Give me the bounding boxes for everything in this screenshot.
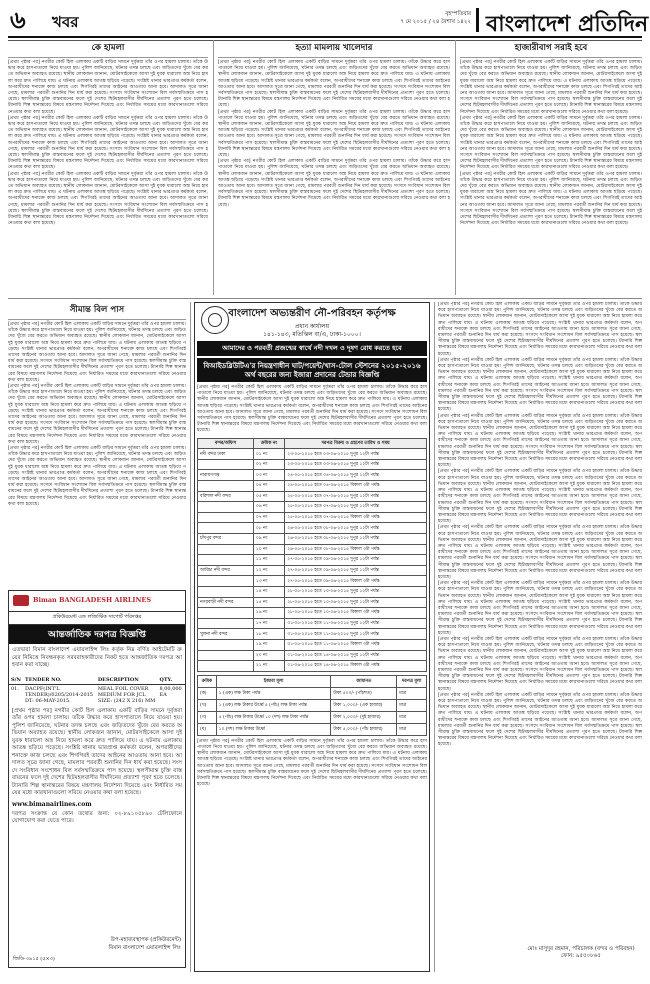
tender-cell-office: আরিচা নদী বন্দর [198, 565, 254, 576]
table-row [198, 544, 427, 555]
table-row [198, 639, 427, 650]
fee-cell: মাত্র [397, 687, 427, 699]
fee-cell: টাকা ১,০০০/- (এক হাজার) [331, 699, 397, 711]
fee-cell: (গ) [198, 711, 217, 723]
tender-cell-office [198, 459, 254, 470]
tender-terms: [প্রথম পৃষ্ঠার পর] নগরীর কোর্ট হিল এলাকায় একটি বাড়ির সামনে দুর্বৃত্তরা তাঁর ওপর হামলা চালায়। তাঁকে উদ্ধার করে হাসপাতালে নিয়ে যাওয়া হয়। পুলিশ জানিয়েছে, ঘটনার তদন্ত চলছে এবং জড়িতদের খুঁজে বের করতে অভিযান অব্যাহত রয়েছে। স্থানীয় লোকজন জানান, মোটরসাইকেলে আসা দুই যুবক ধারালো অস্ত্র নিয়ে হামলা করে দ্রুত পালিয়ে যায়। এ ঘটনায় এলাকায় আতঙ্ক ছড়িয়ে পড়েছে। সংশ্লিষ্ট থানার ভারপ্রাপ্ত কর্মকর্তা বলেন, অপরাধীদের শনাক্তে কাজ চলছে এবং শিগগিরই তাদের আইনের আওতায় আনা হবে। আদালত সূত্রে জানা গেছে, মামলার পরবর্তী শুনানির দিন ধার্য করা হয়েছে। সংসদে সংবিধান সংশোধন বিল সর্বসম্মতিক্রমে পাস হয়েছে। স্থলসীমান্ত চুক্তি বাস্তবায়নের ফলে দুই দেশের ছিটমহলবাসীর দীর্ঘদিনের প্রত্যাশা পূরণ হতে চলেছে। ট্যানারি শিল্প স্থানান্তরের বিষয়ে মন্ত্রণালয় নির্দেশনা দিয়েছে এবং নির্ধারিত সময়ের মধ্যে কারখানাগুলো সরিয়ে নেওয়ার কথা বলা হয়েছে। [438, 692, 642, 748]
biman-signer-org: বিমান বাংলাদেশ এয়ারলাইন্স লিঃ [108, 945, 181, 951]
tender-cell-office [198, 608, 254, 619]
tender-cell-detail: ২৮-০৫-২০১৫ হতে ১০-০৬-২০১৫ দুপুর ১২টা পর্যন্ত [285, 597, 427, 608]
table-row [198, 629, 427, 640]
tender-cell-detail: ২৫-০৫-২০১৫ হতে ০৭-০৬-২০১৫ দুপুর ১২টা পর্যন্ত [285, 491, 427, 502]
story-body: [প্রথম পৃষ্ঠার পর] নগরীর কোর্ট হিল এলাকায় একটি বাড়ির সামনে দুর্বৃত্তরা তাঁর ওপর হামলা চালায়। তাঁকে উদ্ধার করে হাসপাতালে নিয়ে যাওয়া হয়। পুলিশ জানিয়েছে, ঘটনার তদন্ত চলছে এবং জড়িতদের খুঁজে বের করতে অভিযান অব্যাহত রয়েছে। স্থানীয় লোকজন জানান, মোটরসাইকেলে আসা দুই যুবক ধারালো অস্ত্র নিয়ে হামলা করে দ্রুত পালিয়ে যায়। এ ঘটনায় এলাকায় আতঙ্ক ছড়িয়ে পড়েছে। সংশ্লিষ্ট থানার ভারপ্রাপ্ত কর্মকর্তা বলেন, অপরাধীদের শনাক্তে কাজ চলছে এবং শিগগিরই তাদের আইনের আওতায় আনা হবে। আদালত সূত্রে জানা গেছে, মামলার পরবর্তী শুনানির দিন ধার্য করা হয়েছে। সংসদে সংবিধান সংশোধন বিল সর্বসম্মতিক্রমে পাস হয়েছে। স্থলসীমান্ত চুক্তি বাস্তবায়নের ফলে দুই দেশের ছিটমহলবাসীর দীর্ঘদিনের প্রত্যাশা পূরণ হতে চলেছে। ট্যানারি শিল্প স্থানান্তরের বিষয়ে মন্ত্রণালয় নির্দেশনা দিয়েছে এবং নির্ধারিত সময়ের মধ্যে কারখানাগুলো সরিয়ে নেওয়ার কথা বলা হয়েছে। [8, 322, 186, 383]
tender-cell-sl: ১২ নং [253, 565, 284, 576]
tender-cell-sl: ০৫ নং [253, 491, 284, 502]
tender-terms: [প্রথম পৃষ্ঠার পর] নগরীর কোর্ট হিল এলাকায় একটি বাড়ির সামনে দুর্বৃত্তরা তাঁর ওপর হামলা চালায়। তাঁকে উদ্ধার করে হাসপাতালে নিয়ে যাওয়া হয়। পুলিশ জানিয়েছে, ঘটনার তদন্ত চলছে এবং জড়িতদের খুঁজে বের করতে অভিযান অব্যাহত রয়েছে। স্থানীয় লোকজন জানান, মোটরসাইকেলে আসা দুই যুবক ধারালো অস্ত্র নিয়ে হামলা করে দ্রুত পালিয়ে যায়। এ ঘটনায় এলাকায় আতঙ্ক ছড়িয়ে পড়েছে। সংশ্লিষ্ট থানার ভারপ্রাপ্ত কর্মকর্তা বলেন, অপরাধীদের শনাক্তে কাজ চলছে এবং শিগগিরই তাদের আইনের আওতায় আনা হবে। আদালত সূত্রে জানা গেছে, মামলার পরবর্তী শুনানির দিন ধার্য করা হয়েছে। সংসদে সংবিধান সংশোধন বিল সর্বসম্মতিক্রমে পাস হয়েছে। স্থলসীমান্ত চুক্তি বাস্তবায়নের ফলে দুই দেশের ছিটমহলবাসীর দীর্ঘদিনের প্রত্যাশা পূরণ হতে চলেছে। ট্যানারি শিল্প স্থানান্তরের বিষয়ে মন্ত্রণালয় নির্দেশনা দিয়েছে এবং নির্ধারিত সময়ের মধ্যে কারখানাগুলো সরিয়ে নেওয়ার কথা বলা হয়েছে। [438, 302, 642, 357]
tender-cell-sl: ১৭ নং [253, 618, 284, 629]
tender-cell-detail: ০১-০৬-২০১৫ হতে ১৪-০৬-২০১৫ দুপুর ১২টা পর্যন্ত [285, 650, 427, 661]
issue-date: ৭ মে ২০১৫ / ২৪ বৈশাখ ১৪২২ [400, 19, 471, 25]
tender-cell-office [198, 650, 254, 661]
biwta-tender-notice [194, 302, 430, 972]
tender-cell-sl: ১১ নং [253, 555, 284, 566]
table-row [198, 608, 427, 619]
tender-office: প্রধান কার্যালয় [294, 323, 330, 330]
tender-cell-office: নগরবাড়ী নদী বন্দর [198, 597, 254, 608]
tender-cell-detail: ২৬-০৫-২০১৫ হতে ০৮-০৬-২০১৫ দুপুর ১২টা পর্যন্ত [285, 533, 427, 544]
story-body: [প্রথম পৃষ্ঠার পর] নগরীর কোর্ট হিল এলাকায় একটি বাড়ির সামনে দুর্বৃত্তরা তাঁর ওপর হামলা চালায়। তাঁকে উদ্ধার করে হাসপাতালে নিয়ে যাওয়া হয়। পুলিশ জানিয়েছে, ঘটনার তদন্ত চলছে এবং জড়িতদের খুঁজে বের করতে অভিযান অব্যাহত রয়েছে। স্থানীয় লোকজন জানান, মোটরসাইকেলে আসা দুই যুবক ধারালো অস্ত্র নিয়ে হামলা করে দ্রুত পালিয়ে যায়। এ ঘটনায় এলাকায় আতঙ্ক ছড়িয়ে পড়েছে। সংশ্লিষ্ট থানার ভারপ্রাপ্ত কর্মকর্তা বলেন, অপরাধীদের শনাক্তে কাজ চলছে এবং শিগগিরই তাদের আইনের আওতায় আনা হবে। আদালত সূত্রে জানা গেছে, মামলার পরবর্তী শুনানির দিন ধার্য করা হয়েছে। সংসদে সংবিধান সংশোধন বিল সর্বসম্মতিক্রমে পাস হয়েছে। স্থলসীমান্ত চুক্তি বাস্তবায়নের ফলে দুই দেশের ছিটমহলবাসীর দীর্ঘদিনের প্রত্যাশা পূরণ হতে চলেছে। ট্যানারি শিল্প স্থানান্তরের বিষয়ে মন্ত্রণালয় নির্দেশনা দিয়েছে এবং নির্ধারিত সময়ের মধ্যে কারখানাগুলো সরিয়ে নেওয়ার কথা বলা হয়েছে। [8, 384, 186, 445]
tender-cell-office: খুলনা নদী বন্দর [198, 629, 254, 640]
tender-cell-detail: ২৪-০৫-২০১৫ হতে ০৪-০৬-২০১৫ দুপুর ১২টা পর্যন্ত [285, 470, 427, 481]
tender-cell-detail: ২৮-০৫-২০১৫ হতে ১০-০৬-২০১৫ বিকাল ৩টা পর্যন্ত [285, 608, 427, 619]
fee-col-value: ইজারা মূল্য [216, 675, 331, 687]
tender-cell-detail: ২৬-০৫-২০১৫ হতে ০৮-০৬-২০১৫ বিকাল ৩টা পর্যন্ত [285, 544, 427, 555]
column-rule [190, 302, 191, 972]
tender-terms: [প্রথম পৃষ্ঠার পর] নগরীর কোর্ট হিল এলাকায় একটি বাড়ির সামনে দুর্বৃত্তরা তাঁর ওপর হামলা চালায়। তাঁকে উদ্ধার করে হাসপাতালে নিয়ে যাওয়া হয়। পুলিশ জানিয়েছে, ঘটনার তদন্ত চলছে এবং জড়িতদের খুঁজে বের করতে অভিযান অব্যাহত রয়েছে। স্থানীয় লোকজন জানান, মোটরসাইকেলে আসা দুই যুবক ধারালো অস্ত্র নিয়ে হামলা করে দ্রুত পালিয়ে যায়। এ ঘটনায় এলাকায় আতঙ্ক ছড়িয়ে পড়েছে। সংশ্লিষ্ট থানার ভারপ্রাপ্ত কর্মকর্তা বলেন, অপরাধীদের শনাক্তে কাজ চলছে এবং শিগগিরই তাদের আইনের আওতায় আনা হবে। আদালত সূত্রে জানা গেছে, মামলার পরবর্তী শুনানির দিন ধার্য করা হয়েছে। সংসদে সংবিধান সংশোধন বিল সর্বসম্মতিক্রমে পাস হয়েছে। স্থলসীমান্ত চুক্তি বাস্তবায়নের ফলে দুই দেশের ছিটমহলবাসীর দীর্ঘদিনের প্রত্যাশা পূরণ হতে চলেছে। ট্যানারি শিল্প স্থানান্তরের বিষয়ে মন্ত্রণালয় নির্দেশনা দিয়েছে এবং নির্ধারিত সময়ের মধ্যে কারখানাগুলো সরিয়ে নেওয়ার কথা বলা হয়েছে। [438, 357, 642, 413]
tender-slogan: আমাদের ও পরবর্তী প্রজন্মের স্বার্থে নদী দখল ও দূষণ রোধ করতে হবে [197, 341, 427, 356]
tender-terms: [প্রথম পৃষ্ঠার পর] নগরীর কোর্ট হিল এলাকায় একটি বাড়ির সামনে দুর্বৃত্তরা তাঁর ওপর হামলা চালায়। তাঁকে উদ্ধার করে হাসপাতালে নিয়ে যাওয়া হয়। পুলিশ জানিয়েছে, ঘটনার তদন্ত চলছে এবং জড়িতদের খুঁজে বের করতে অভিযান অব্যাহত রয়েছে। স্থানীয় লোকজন জানান, মোটরসাইকেলে আসা দুই যুবক ধারালো অস্ত্র নিয়ে হামলা করে দ্রুত পালিয়ে যায়। এ ঘটনায় এলাকায় আতঙ্ক ছড়িয়ে পড়েছে। সংশ্লিষ্ট থানার ভারপ্রাপ্ত কর্মকর্তা বলেন, অপরাধীদের শনাক্তে কাজ চলছে এবং শিগগিরই তাদের আইনের আওতায় আনা হবে। আদালত সূত্রে জানা গেছে, মামলার পরবর্তী শুনানির দিন ধার্য করা হয়েছে। সংসদে সংবিধান সংশোধন বিল সর্বসম্মতিক্রমে পাস হয়েছে। স্থলসীমান্ত চুক্তি বাস্তবায়নের ফলে দুই দেশের ছিটমহলবাসীর দীর্ঘদিনের প্রত্যাশা পূরণ হতে চলেছে। ট্যানারি শিল্প স্থানান্তরের বিষয়ে মন্ত্রণালয় নির্দেশনা দিয়েছে এবং নির্ধারিত সময়ের মধ্যে কারখানাগুলো সরিয়ে নেওয়ার কথা বলা হয়েছে। [438, 581, 642, 636]
tender-cell-office [198, 586, 254, 597]
table-row [198, 565, 427, 576]
tender-cell-detail: ৩১-০৫-২০১৫ হতে ১১-০৬-২০১৫ দুপুর ১২টা পর্যন্ত [285, 618, 427, 629]
column-rule [213, 40, 214, 295]
story-body: [প্রথম পৃষ্ঠার পর] নগরীর কোর্ট হিল এলাকায় একটি বাড়ির সামনে দুর্বৃত্তরা তাঁর ওপর হামলা চালায়। তাঁকে উদ্ধার করে হাসপাতালে নিয়ে যাওয়া হয়। পুলিশ জানিয়েছে, ঘটনার তদন্ত চলছে এবং জড়িতদের খুঁজে বের করতে অভিযান অব্যাহত রয়েছে। স্থানীয় লোকজন জানান, মোটরসাইকেলে আসা দুই যুবক ধারালো অস্ত্র নিয়ে হামলা করে দ্রুত পালিয়ে যায়। এ ঘটনায় এলাকায় আতঙ্ক ছড়িয়ে পড়েছে। সংশ্লিষ্ট থানার ভারপ্রাপ্ত কর্মকর্তা বলেন, অপরাধীদের শনাক্তে কাজ চলছে এবং শিগগিরই তাদের আইনের আওতায় আনা হবে। আদালত সূত্রে জানা গেছে, মামলার পরবর্তী শুনানির দিন ধার্য করা হয়েছে। সংসদে সংবিধান সংশোধন বিল সর্বসম্মতিক্রমে পাস হয়েছে। স্থলসীমান্ত চুক্তি বাস্তবায়নের ফলে দুই দেশের ছিটমহলবাসীর দীর্ঘদিনের প্রত্যাশা পূরণ হতে চলেছে। ট্যানারি শিল্প স্থানান্তরের বিষয়ে মন্ত্রণালয় নির্দেশনা দিয়েছে এবং নির্ধারিত সময়ের মধ্যে কারখানাগুলো সরিয়ে নেওয়ার কথা বলা হয়েছে। [460, 171, 642, 227]
section-name: খবর [52, 13, 79, 31]
tender-schedule-table [197, 438, 427, 672]
tender-org: বাংলাদেশ অভ্যন্তরীণ নৌ-পরিবহন কর্তৃপক্ষ [228, 308, 396, 319]
col-office: বন্দর/অফিস [198, 438, 254, 449]
table-row [198, 459, 427, 470]
tender-cell-sl: ০৩ নং [253, 470, 284, 481]
table-row [198, 470, 427, 481]
tender-cell-sl: ২১ নং [253, 661, 284, 672]
table-row [198, 555, 427, 566]
tender-cell-sl: ১৩ নং [253, 576, 284, 587]
tender-cell-detail: ২৮-০৫-২০১৫ হতে ১০-০৬-২০১৫ দুপুর ১২টা পর্যন্ত [285, 586, 427, 597]
table-row [198, 502, 427, 513]
biman-tender-ad [8, 590, 186, 968]
tender-terms: [প্রথম পৃষ্ঠার পর] নগরীর কোর্ট হিল এলাকায় একটি বাড়ির সামনে দুর্বৃত্তরা তাঁর ওপর হামলা চালায়। তাঁকে উদ্ধার করে হাসপাতালে নিয়ে যাওয়া হয়। পুলিশ জানিয়েছে, ঘটনার তদন্ত চলছে এবং জড়িতদের খুঁজে বের করতে অভিযান অব্যাহত রয়েছে। স্থানীয় লোকজন জানান, মোটরসাইকেলে আসা দুই যুবক ধারালো অস্ত্র নিয়ে হামলা করে দ্রুত পালিয়ে যায়। এ ঘটনায় এলাকায় আতঙ্ক ছড়িয়ে পড়েছে। সংশ্লিষ্ট থানার ভারপ্রাপ্ত কর্মকর্তা বলেন, অপরাধীদের শনাক্তে কাজ চলছে এবং শিগগিরই তাদের আইনের আওতায় আনা হবে। আদালত সূত্রে জানা গেছে, মামলার পরবর্তী শুনানির দিন ধার্য করা হয়েছে। সংসদে সংবিধান সংশোধন বিল সর্বসম্মতিক্রমে পাস হয়েছে। স্থলসীমান্ত চুক্তি বাস্তবায়নের ফলে দুই দেশের ছিটমহলবাসীর দীর্ঘদিনের প্রত্যাশা পূরণ হতে চলেছে। ট্যানারি শিল্প স্থানান্তরের বিষয়ে মন্ত্রণালয় নির্দেশনা দিয়েছে এবং নির্ধারিত সময়ের মধ্যে কারখানাগুলো সরিয়ে নেওয়ার কথা বলা হয়েছে। [438, 525, 642, 580]
tender-cell-office: নদী বন্দর ঢাকা [198, 449, 254, 460]
tender-cell-office [198, 544, 254, 555]
tender-cell-sl: ০২ নং [253, 459, 284, 470]
tender-signer: মোঃ মাসুদুর রহমান, পরিচালক (বন্দর ও পরিবহন) [527, 946, 635, 952]
story-headline: হাজারীবাগ সরাই হবে [460, 40, 642, 58]
band-rule [8, 298, 642, 299]
fee-cell: মাত্র [397, 723, 427, 735]
fee-cell: টাকা ৫০০/- (পাঁচশত) [331, 687, 397, 699]
fee-col-price: দরপত্র মূল্য [397, 675, 427, 687]
story-headline: কে হামলা [8, 40, 208, 58]
tender-fee-table [197, 675, 427, 736]
tender-cell-office [198, 512, 254, 523]
biwta-seal-icon [201, 306, 229, 334]
table-row [198, 723, 427, 735]
table-row [198, 711, 427, 723]
tender-cell-detail: ২৭-০৫-২০১৫ হতে ০৯-০৬-২০১৫ বিকাল ৩টা পর্যন্ত [285, 576, 427, 587]
biman-col-tender: TENDER NO. [23, 676, 96, 685]
table-row [198, 523, 427, 534]
table-row [198, 481, 427, 492]
tender-cell-office [198, 502, 254, 513]
tender-cell-detail: ৩১-০৫-২০১৫ হতে ১১-০৬-২০১৫ বিকাল ৩টা পর্যন্ত [285, 639, 427, 650]
fee-cell: মাত্র [397, 699, 427, 711]
table-row [198, 491, 427, 502]
biman-tender-no: DACPF(INT'L TENDER)/0205/2014-2015 DT: 06-MAY-2015. [25, 685, 93, 704]
tender-cell-office: বরিশাল নদী বন্দর [198, 491, 254, 502]
tender-cell-detail: ২৫-০৫-২০১৫ হতে ০৭-০৬-২০১৫ দুপুর ১২টা পর্যন্ত [285, 502, 427, 513]
biman-website-line [9, 801, 185, 808]
biman-department: প্রকিউরমেন্ট এন্ড লজিস্টিক সাপোর্ট পরিদপ্তর [9, 612, 185, 625]
story-body: [প্রথম পৃষ্ঠার পর] নগরীর কোর্ট হিল এলাকায় একটি বাড়ির সামনে দুর্বৃত্তরা তাঁর ওপর হামলা চালায়। তাঁকে উদ্ধার করে হাসপাতালে নিয়ে যাওয়া হয়। পুলিশ জানিয়েছে, ঘটনার তদন্ত চলছে এবং জড়িতদের খুঁজে বের করতে অভিযান অব্যাহত রয়েছে। স্থানীয় লোকজন জানান, মোটরসাইকেলে আসা দুই যুবক ধারালো অস্ত্র নিয়ে হামলা করে দ্রুত পালিয়ে যায়। এ ঘটনায় এলাকায় আতঙ্ক ছড়িয়ে পড়েছে। সংশ্লিষ্ট থানার ভারপ্রাপ্ত কর্মকর্তা বলেন, অপরাধীদের শনাক্তে কাজ চলছে এবং শিগগিরই তাদের আইনের আওতায় আনা হবে। আদালত সূত্রে জানা গেছে, মামলার পরবর্তী শুনানির দিন ধার্য করা হয়েছে। সংসদে সংবিধান সংশোধন বিল সর্বসম্মতিক্রমে পাস হয়েছে। স্থলসীমান্ত চুক্তি বাস্তবায়নের ফলে দুই দেশের ছিটমহলবাসীর দীর্ঘদিনের প্রত্যাশা পূরণ হতে চলেছে। ট্যানারি শিল্প স্থানান্তরের বিষয়ে মন্ত্রণালয় নির্দেশনা দিয়েছে এবং নির্ধারিত সময়ের মধ্যে কারখানাগুলো সরিয়ে নেওয়ার কথা বলা হয়েছে। [218, 159, 450, 208]
biman-intro: এতদ্বারা বিমান বাংলাদেশ এয়ারলাইন্স লিঃ কর্তৃক নিম্ন বর্ণিত আইটেমটি ক্রয়ের নিমিত্তে নিবন্ধনকৃত সরবরাহকারীদের নিকট হতে আন্তর্জাতিক দরপত্র আহবান করা যাচ্ছে। [12, 647, 182, 668]
story-headline: হত্যা মামলায় খালেদার [218, 40, 450, 58]
tender-cell-office: নারায়ণগঞ্জ [198, 470, 254, 481]
tender-title: বিআইডব্লিউটিএ'র নিয়ন্ত্রণাধীন ঘাট/পয়েন্ট/খাস-টোল স্টেশনের ২০১৫-২০১৬ অর্থ বছরের জন্য ইজারা প্রদানের টেন্ডার বিজ্ঞপ্তি [197, 358, 427, 382]
biman-website-link[interactable]: www.bimanairlines.com [12, 800, 92, 808]
biman-instructions: [প্রথম পৃষ্ঠার পর] নগরীর কোর্ট হিল এলাকায় একটি বাড়ির সামনে দুর্বৃত্তরা তাঁর ওপর হামলা চালায়। তাঁকে উদ্ধার করে হাসপাতালে নিয়ে যাওয়া হয়। পুলিশ জানিয়েছে, ঘটনার তদন্ত চলছে এবং জড়িতদের খুঁজে বের করতে অভিযান অব্যাহত রয়েছে। স্থানীয় লোকজন জানান, মোটরসাইকেলে আসা দুই যুবক ধারালো অস্ত্র নিয়ে হামলা করে দ্রুত পালিয়ে যায়। এ ঘটনায় এলাকায় আতঙ্ক ছড়িয়ে পড়েছে। সংশ্লিষ্ট থানার ভারপ্রাপ্ত কর্মকর্তা বলেন, অপরাধীদের শনাক্তে কাজ চলছে এবং শিগগিরই তাদের আইনের আওতায় আনা হবে। আদালত সূত্রে জানা গেছে, মামলার পরবর্তী শুনানির দিন ধার্য করা হয়েছে। সংসদে সংবিধান সংশোধন বিল সর্বসম্মতিক্রমে পাস হয়েছে। স্থলসীমান্ত চুক্তি বাস্তবায়নের ফলে দুই দেশের ছিটমহলবাসীর দীর্ঘদিনের প্রত্যাশা পূরণ হতে চলেছে। ট্যানারি শিল্প স্থানান্তরের বিষয়ে মন্ত্রণালয় নির্দেশনা দিয়েছে এবং নির্ধারিত সময়ের মধ্যে কারখানাগুলো সরিয়ে নেওয়ার কথা বলা হয়েছে। [12, 707, 182, 796]
tender-cell-office [198, 481, 254, 492]
table-row [198, 597, 427, 608]
story-col-2 [218, 40, 450, 295]
masthead [8, 5, 649, 38]
tender-cell-sl: ১০ নং [253, 544, 284, 555]
dateline [356, 10, 471, 26]
biman-brand: Biman BANGLADESH AIRLINES [33, 596, 152, 604]
story-body: [প্রথম পৃষ্ঠার পর] নগরীর কোর্ট হিল এলাকায় একটি বাড়ির সামনে দুর্বৃত্তরা তাঁর ওপর হামলা চালায়। তাঁকে উদ্ধার করে হাসপাতালে নিয়ে যাওয়া হয়। পুলিশ জানিয়েছে, ঘটনার তদন্ত চলছে এবং জড়িতদের খুঁজে বের করতে অভিযান অব্যাহত রয়েছে। স্থানীয় লোকজন জানান, মোটরসাইকেলে আসা দুই যুবক ধারালো অস্ত্র নিয়ে হামলা করে দ্রুত পালিয়ে যায়। এ ঘটনায় এলাকায় আতঙ্ক ছড়িয়ে পড়েছে। সংশ্লিষ্ট থানার ভারপ্রাপ্ত কর্মকর্তা বলেন, অপরাধীদের শনাক্তে কাজ চলছে এবং শিগগিরই তাদের আইনের আওতায় আনা হবে। আদালত সূত্রে জানা গেছে, মামলার পরবর্তী শুনানির দিন ধার্য করা হয়েছে। সংসদে সংবিধান সংশোধন বিল সর্বসম্মতিক্রমে পাস হয়েছে। স্থলসীমান্ত চুক্তি বাস্তবায়নের ফলে দুই দেশের ছিটমহলবাসীর দীর্ঘদিনের প্রত্যাশা পূরণ হতে চলেছে। ট্যানারি শিল্প স্থানান্তরের বিষয়ে মন্ত্রণালয় নির্দেশনা দিয়েছে এবং নির্ধারিত সময়ের মধ্যে কারখানাগুলো সরিয়ে নেওয়ার কথা বলা হয়েছে। [218, 109, 450, 159]
table-row [198, 661, 427, 672]
table-row [198, 576, 427, 587]
table-row [198, 650, 427, 661]
tender-terms: [প্রথম পৃষ্ঠার পর] নগরীর কোর্ট হিল এলাকায় একটি বাড়ির সামনে দুর্বৃত্তরা তাঁর ওপর হামলা চালায়। তাঁকে উদ্ধার করে হাসপাতালে নিয়ে যাওয়া হয়। পুলিশ জানিয়েছে, ঘটনার তদন্ত চলছে এবং জড়িতদের খুঁজে বের করতে অভিযান অব্যাহত রয়েছে। স্থানীয় লোকজন জানান, মোটরসাইকেলে আসা দুই যুবক ধারালো অস্ত্র নিয়ে হামলা করে দ্রুত পালিয়ে যায়। এ ঘটনায় এলাকায় আতঙ্ক ছড়িয়ে পড়েছে। সংশ্লিষ্ট থানার ভারপ্রাপ্ত কর্মকর্তা বলেন, অপরাধীদের শনাক্তে কাজ চলছে এবং শিগগিরই তাদের আইনের আওতায় আনা হবে। আদালত সূত্রে জানা গেছে, মামলার পরবর্তী শুনানির দিন ধার্য করা হয়েছে। সংসদে সংবিধান সংশোধন বিল সর্বসম্মতিক্রমে পাস হয়েছে। স্থলসীমান্ত চুক্তি বাস্তবায়নের ফলে দুই দেশের ছিটমহলবাসীর দীর্ঘদিনের প্রত্যাশা পূরণ হতে চলেছে। ট্যানারি শিল্প স্থানান্তরের বিষয়ে মন্ত্রণালয় নির্দেশনা দিয়েছে এবং নির্ধারিত সময়ের মধ্যে কারখানাগুলো সরিয়ে নেওয়ার কথা বলা হয়েছে। [197, 738, 427, 788]
story-headline: সীমান্ত বিল পাস [8, 302, 186, 320]
table-row [198, 618, 427, 629]
biman-sn: 01. [11, 685, 19, 692]
tender-terms-col [438, 302, 642, 942]
tender-signature [520, 946, 642, 960]
story-body: [প্রথম পৃষ্ঠার পর] নগরীর কোর্ট হিল এলাকায় একটি বাড়ির সামনে দুর্বৃত্তরা তাঁর ওপর হামলা চালায়। তাঁকে উদ্ধার করে হাসপাতালে নিয়ে যাওয়া হয়। পুলিশ জানিয়েছে, ঘটনার তদন্ত চলছে এবং জড়িতদের খুঁজে বের করতে অভিযান অব্যাহত রয়েছে। স্থানীয় লোকজন জানান, মোটরসাইকেলে আসা দুই যুবক ধারালো অস্ত্র নিয়ে হামলা করে দ্রুত পালিয়ে যায়। এ ঘটনায় এলাকায় আতঙ্ক ছড়িয়ে পড়েছে। সংশ্লিষ্ট থানার ভারপ্রাপ্ত কর্মকর্তা বলেন, অপরাধীদের শনাক্তে কাজ চলছে এবং শিগগিরই তাদের আইনের আওতায় আনা হবে। আদালত সূত্রে জানা গেছে, মামলার পরবর্তী শুনানির দিন ধার্য করা হয়েছে। সংসদে সংবিধান সংশোধন বিল সর্বসম্মতিক্রমে পাস হয়েছে। স্থলসীমান্ত চুক্তি বাস্তবায়নের ফলে দুই দেশের ছিটমহলবাসীর দীর্ঘদিনের প্রত্যাশা পূরণ হতে চলেছে। ট্যানারি শিল্প স্থানান্তরের বিষয়ে মন্ত্রণালয় নির্দেশনা দিয়েছে এবং নির্ধারিত সময়ের মধ্যে কারখানাগুলো সরিয়ে নেওয়ার কথা বলা হয়েছে। [218, 60, 450, 109]
table-row [198, 533, 427, 544]
fee-cell: মাত্র [397, 711, 427, 723]
col-dates: দরপত্র বিক্রয় ও গ্রহণের তারিখ ও সময় [285, 438, 427, 449]
table-row [198, 586, 427, 597]
fee-col-serial: ক্রমিক [198, 675, 217, 687]
biman-header [9, 591, 185, 612]
story-body: [প্রথম পৃষ্ঠার পর] নগরীর কোর্ট হিল এলাকায় একটি বাড়ির সামনে দুর্বৃত্তরা তাঁর ওপর হামলা চালায়। তাঁকে উদ্ধার করে হাসপাতালে নিয়ে যাওয়া হয়। পুলিশ জানিয়েছে, ঘটনার তদন্ত চলছে এবং জড়িতদের খুঁজে বের করতে অভিযান অব্যাহত রয়েছে। স্থানীয় লোকজন জানান, মোটরসাইকেলে আসা দুই যুবক ধারালো অস্ত্র নিয়ে হামলা করে দ্রুত পালিয়ে যায়। এ ঘটনায় এলাকায় আতঙ্ক ছড়িয়ে পড়েছে। সংশ্লিষ্ট থানার ভারপ্রাপ্ত কর্মকর্তা বলেন, অপরাধীদের শনাক্তে কাজ চলছে এবং শিগগিরই তাদের আইনের আওতায় আনা হবে। আদালত সূত্রে জানা গেছে, মামলার পরবর্তী শুনানির দিন ধার্য করা হয়েছে। সংসদে সংবিধান সংশোধন বিল সর্বসম্মতিক্রমে পাস হয়েছে। স্থলসীমান্ত চুক্তি বাস্তবায়নের ফলে দুই দেশের ছিটমহলবাসীর দীর্ঘদিনের প্রত্যাশা পূরণ হতে চলেছে। ট্যানারি শিল্প স্থানান্তরের বিষয়ে মন্ত্রণালয় নির্দেশনা দিয়েছে এবং নির্ধারিত সময়ের মধ্যে কারখানাগুলো সরিয়ে নেওয়ার কথা বলা হয়েছে। [460, 60, 642, 115]
tender-terms: [প্রথম পৃষ্ঠার পর] নগরীর কোর্ট হিল এলাকায় একটি বাড়ির সামনে দুর্বৃত্তরা তাঁর ওপর হামলা চালায়। তাঁকে উদ্ধার করে হাসপাতালে নিয়ে যাওয়া হয়। পুলিশ জানিয়েছে, ঘটনার তদন্ত চলছে এবং জড়িতদের খুঁজে বের করতে অভিযান অব্যাহত রয়েছে। স্থানীয় লোকজন জানান, মোটরসাইকেলে আসা দুই যুবক ধারালো অস্ত্র নিয়ে হামলা করে দ্রুত পালিয়ে যায়। এ ঘটনায় এলাকায় আতঙ্ক ছড়িয়ে পড়েছে। সংশ্লিষ্ট থানার ভারপ্রাপ্ত কর্মকর্তা বলেন, অপরাধীদের শনাক্তে কাজ চলছে এবং শিগগিরই তাদের আইনের আওতায় আনা হবে। আদালত সূত্রে জানা গেছে, মামলার পরবর্তী শুনানির দিন ধার্য করা হয়েছে। সংসদে সংবিধান সংশোধন বিল সর্বসম্মতিক্রমে পাস হয়েছে। স্থলসীমান্ত চুক্তি বাস্তবায়নের ফলে দুই দেশের ছিটমহলবাসীর দীর্ঘদিনের প্রত্যাশা পূরণ হতে চলেছে। ট্যানারি শিল্প স্থানান্তরের বিষয়ে মন্ত্রণালয় নির্দেশনা দিয়েছে এবং নির্ধারিত সময়ের মধ্যে কারখানাগুলো সরিয়ে নেওয়ার কথা বলা হয়েছে। [438, 636, 642, 692]
tender-cell-sl: ০৮ নং [253, 523, 284, 534]
tender-cell-office [198, 555, 254, 566]
tender-cell-office [198, 576, 254, 587]
tender-cell-office [198, 618, 254, 629]
tender-cell-detail: ২৫-০৫-২০১৫ হতে ০৭-০৬-২০১৫ বিকাল ৩টা পর্যন্ত [285, 512, 427, 523]
column-rule [455, 40, 456, 295]
fee-cell: ১ (এক) লক্ষ টাকার উর্ধ্বে ৫ (পাঁচ) লক্ষ টাকা পর্যন্ত [216, 699, 331, 711]
column-rule [434, 302, 435, 972]
tender-cell-detail: ২৩-০৫-২০১৫ হতে ০৩-০৬-২০১৫ দুপুর ১২টা পর্যন্ত [285, 459, 427, 470]
biman-col-desc: DESCRIPTION [96, 676, 158, 685]
biman-col-qty: QTY. [157, 676, 185, 685]
fee-col-deposit: জামানত [331, 675, 397, 687]
biman-table [9, 676, 185, 705]
table-row [9, 684, 185, 705]
tender-cell-sl: ০৪ নং [253, 481, 284, 492]
page-number: ৬ [10, 5, 26, 34]
table-row [198, 687, 427, 699]
tender-terms: [প্রথম পৃষ্ঠার পর] নগরীর কোর্ট হিল এলাকায় একটি বাড়ির সামনে দুর্বৃত্তরা তাঁর ওপর হামলা চালায়। তাঁকে উদ্ধার করে হাসপাতালে নিয়ে যাওয়া হয়। পুলিশ জানিয়েছে, ঘটনার তদন্ত চলছে এবং জড়িতদের খুঁজে বের করতে অভিযান অব্যাহত রয়েছে। স্থানীয় লোকজন জানান, মোটরসাইকেলে আসা দুই যুবক ধারালো অস্ত্র নিয়ে হামলা করে দ্রুত পালিয়ে যায়। এ ঘটনায় এলাকায় আতঙ্ক ছড়িয়ে পড়েছে। সংশ্লিষ্ট থানার ভারপ্রাপ্ত কর্মকর্তা বলেন, অপরাধীদের শনাক্তে কাজ চলছে এবং শিগগিরই তাদের আইনের আওতায় আনা হবে। আদালত সূত্রে জানা গেছে, মামলার পরবর্তী শুনানির দিন ধার্য করা হয়েছে। সংসদে সংবিধান সংশোধন বিল সর্বসম্মতিক্রমে পাস হয়েছে। স্থলসীমান্ত চুক্তি বাস্তবায়নের ফলে দুই দেশের ছিটমহলবাসীর দীর্ঘদিনের প্রত্যাশা পূরণ হতে চলেছে। ট্যানারি শিল্প স্থানান্তরের বিষয়ে মন্ত্রণালয় নির্দেশনা দিয়েছে এবং নির্ধারিত সময়ের মধ্যে কারখানাগুলো সরিয়ে নেওয়ার কথা বলা হয়েছে। [438, 469, 642, 525]
tender-phone: ফোন: ৯৫৫০৮৬৫ [561, 953, 601, 959]
tender-cell-sl: ০৭ নং [253, 512, 284, 523]
tender-cell-detail: ০১-০৬-২০১৫ হতে ১৪-০৬-২০১৫ বিকাল ৩টা পর্যন্ত [285, 661, 427, 672]
tender-cell-detail: ২৩-০৫-২০১৫ হতে ০৩-০৬-২০১৫ দুপুর ১২টা পর্যন্ত [285, 449, 427, 460]
tender-cell-office [198, 639, 254, 650]
fee-cell: (খ) [198, 699, 217, 711]
tender-cell-sl: ০১ নং [253, 449, 284, 460]
newspaper-brand: বাংলাদেশ প্রতিদিন [486, 11, 649, 37]
story-body: [প্রথম পৃষ্ঠার পর] নগরীর কোর্ট হিল এলাকায় একটি বাড়ির সামনে দুর্বৃত্তরা তাঁর ওপর হামলা চালায়। তাঁকে উদ্ধার করে হাসপাতালে নিয়ে যাওয়া হয়। পুলিশ জানিয়েছে, ঘটনার তদন্ত চলছে এবং জড়িতদের খুঁজে বের করতে অভিযান অব্যাহত রয়েছে। স্থানীয় লোকজন জানান, মোটরসাইকেলে আসা দুই যুবক ধারালো অস্ত্র নিয়ে হামলা করে দ্রুত পালিয়ে যায়। এ ঘটনায় এলাকায় আতঙ্ক ছড়িয়ে পড়েছে। সংশ্লিষ্ট থানার ভারপ্রাপ্ত কর্মকর্তা বলেন, অপরাধীদের শনাক্তে কাজ চলছে এবং শিগগিরই তাদের আইনের আওতায় আনা হবে। আদালত সূত্রে জানা গেছে, মামলার পরবর্তী শুনানির দিন ধার্য করা হয়েছে। সংসদে সংবিধান সংশোধন বিল সর্বসম্মতিক্রমে পাস হয়েছে। স্থলসীমান্ত চুক্তি বাস্তবায়নের ফলে দুই দেশের ছিটমহলবাসীর দীর্ঘদিনের প্রত্যাশা পূরণ হতে চলেছে। ট্যানারি শিল্প স্থানান্তরের বিষয়ে মন্ত্রণালয় নির্দেশনা দিয়েছে এবং নির্ধারিত সময়ের মধ্যে কারখানাগুলো সরিয়ে নেওয়ার কথা বলা হয়েছে। [8, 60, 208, 115]
fee-cell: (ঘ) [198, 723, 217, 735]
masthead-divider [476, 8, 479, 32]
fee-cell: টাকা ৫,০০০/- (পাঁচ হাজার) [331, 723, 397, 735]
tender-cell-sl: ০৬ নং [253, 502, 284, 513]
biman-ad-code: জিডি-৩৯১৫ (৫×৩) [13, 956, 55, 962]
tender-cell-detail: ২৭-০৫-২০১৫ হতে ০৯-০৬-২০১৫ দুপুর ১২টা পর্যন্ত [285, 565, 427, 576]
biman-logo-icon [13, 595, 29, 606]
tender-cell-sl: ১৫ নং [253, 597, 284, 608]
fee-cell: ৫ (পাঁচ) লক্ষ টাকার উর্ধ্বে ১০ (দশ) লক্ষ টাকা পর্যন্ত [216, 711, 331, 723]
weekday: বৃহস্পতিবার [445, 11, 471, 17]
tender-terms: [প্রথম পৃষ্ঠার পর] নগরীর কোর্ট হিল এলাকায় একটি বাড়ির সামনে দুর্বৃত্তরা তাঁর ওপর হামলা চালায়। তাঁকে উদ্ধার করে হাসপাতালে নিয়ে যাওয়া হয়। পুলিশ জানিয়েছে, ঘটনার তদন্ত চলছে এবং জড়িতদের খুঁজে বের করতে অভিযান অব্যাহত রয়েছে। স্থানীয় লোকজন জানান, মোটরসাইকেলে আসা দুই যুবক ধারালো অস্ত্র নিয়ে হামলা করে দ্রুত পালিয়ে যায়। এ ঘটনায় এলাকায় আতঙ্ক ছড়িয়ে পড়েছে। সংশ্লিষ্ট থানার ভারপ্রাপ্ত কর্মকর্তা বলেন, অপরাধীদের শনাক্তে কাজ চলছে এবং শিগগিরই তাদের আইনের আওতায় আনা হবে। আদালত সূত্রে জানা গেছে, মামলার পরবর্তী শুনানির দিন ধার্য করা হয়েছে। সংসদে সংবিধান সংশোধন বিল সর্বসম্মতিক্রমে পাস হয়েছে। স্থলসীমান্ত চুক্তি বাস্তবায়নের ফলে দুই দেশের ছিটমহলবাসীর দীর্ঘদিনের প্রত্যাশা পূরণ হতে চলেছে। ট্যানারি শিল্প স্থানান্তরের বিষয়ে মন্ত্রণালয় নির্দেশনা দিয়েছে এবং নির্ধারিত সময়ের মধ্যে কারখানাগুলো সরিয়ে নেওয়ার কথা বলা হয়েছে। [438, 413, 642, 469]
fee-cell: (ক) [198, 687, 217, 699]
tender-cell-sl: ১৪ নং [253, 586, 284, 597]
fee-cell: ১০ (দশ) লক্ষ টাকার উর্ধ্বে [216, 723, 331, 735]
tender-cell-detail: ২৬-০৫-২০১৫ হতে ০৮-০৬-২০১৫ দুপুর ১২টা পর্যন্ত [285, 523, 427, 534]
story-col-1 [8, 40, 208, 295]
biman-contact: দরপত্র সংক্রান্ত যে কোন তথ্যের জন্য: ০২-৮৯১০৫৮৯০ টেলিফোনে যোগাযোগ করা যেতে পারে। [12, 810, 182, 824]
tender-address: ১৪১-১৪৩, মতিঝিল বা/এ, ঢাকা-১০০০। [263, 331, 361, 338]
tender-intro: [প্রথম পৃষ্ঠার পর] নগরীর কোর্ট হিল এলাকায় একটি বাড়ির সামনে দুর্বৃত্তরা তাঁর ওপর হামলা চালায়। তাঁকে উদ্ধার করে হাসপাতালে নিয়ে যাওয়া হয়। পুলিশ জানিয়েছে, ঘটনার তদন্ত চলছে এবং জড়িতদের খুঁজে বের করতে অভিযান অব্যাহত রয়েছে। স্থানীয় লোকজন জানান, মোটরসাইকেলে আসা দুই যুবক ধারালো অস্ত্র নিয়ে হামলা করে দ্রুত পালিয়ে যায়। এ ঘটনায় এলাকায় আতঙ্ক ছড়িয়ে পড়েছে। সংশ্লিষ্ট থানার ভারপ্রাপ্ত কর্মকর্তা বলেন, অপরাধীদের শনাক্তে কাজ চলছে এবং শিগগিরই তাদের আইনের আওতায় আনা হবে। আদালত সূত্রে জানা গেছে, মামলার পরবর্তী শুনানির দিন ধার্য করা হয়েছে। সংসদে সংবিধান সংশোধন বিল সর্বসম্মতিক্রমে পাস হয়েছে। স্থলসীমান্ত চুক্তি বাস্তবায়নের ফলে দুই দেশের ছিটমহলবাসীর দীর্ঘদিনের প্রত্যাশা পূরণ হতে চলেছে। ট্যানারি শিল্প স্থানান্তরের বিষয়ে মন্ত্রণালয় নির্দেশনা দিয়েছে এবং নির্ধারিত সময়ের মধ্যে কারখানাগুলো সরিয়ে নেওয়ার কথা বলা হয়েছে। [197, 385, 427, 434]
story-body: [প্রথম পৃষ্ঠার পর] নগরীর কোর্ট হিল এলাকায় একটি বাড়ির সামনে দুর্বৃত্তরা তাঁর ওপর হামলা চালায়। তাঁকে উদ্ধার করে হাসপাতালে নিয়ে যাওয়া হয়। পুলিশ জানিয়েছে, ঘটনার তদন্ত চলছে এবং জড়িতদের খুঁজে বের করতে অভিযান অব্যাহত রয়েছে। স্থানীয় লোকজন জানান, মোটরসাইকেলে আসা দুই যুবক ধারালো অস্ত্র নিয়ে হামলা করে দ্রুত পালিয়ে যায়। এ ঘটনায় এলাকায় আতঙ্ক ছড়িয়ে পড়েছে। সংশ্লিষ্ট থানার ভারপ্রাপ্ত কর্মকর্তা বলেন, অপরাধীদের শনাক্তে কাজ চলছে এবং শিগগিরই তাদের আইনের আওতায় আনা হবে। আদালত সূত্রে জানা গেছে, মামলার পরবর্তী শুনানির দিন ধার্য করা হয়েছে। সংসদে সংবিধান সংশোধন বিল সর্বসম্মতিক্রমে পাস হয়েছে। স্থলসীমান্ত চুক্তি বাস্তবায়নের ফলে দুই দেশের ছিটমহলবাসীর দীর্ঘদিনের প্রত্যাশা পূরণ হতে চলেছে। ট্যানারি শিল্প স্থানান্তরের বিষয়ে মন্ত্রণালয় নির্দেশনা দিয়েছে এবং নির্ধারিত সময়ের মধ্যে কারখানাগুলো সরিয়ে নেওয়ার কথা বলা হয়েছে। [8, 115, 208, 171]
story-col-3 [460, 40, 642, 295]
tender-cell-detail: ২৭-০৫-২০১৫ হতে ০৯-০৬-২০১৫ দুপুর ১২টা পর্যন্ত [285, 555, 427, 566]
biman-col-sn: S/N [11, 676, 22, 683]
tender-cell-office [198, 523, 254, 534]
biman-title: আন্তর্জাতিক দরপত্র বিজ্ঞপ্তি [9, 625, 185, 644]
tender-cell-office: চাঁদপুর বন্দর [198, 533, 254, 544]
biman-description: MEAL FOIL COVER MEDIUM FOR JCL SIZE: (242 X 216) MM [97, 685, 156, 704]
fee-cell: টাকা ২,০০০/- (দুই হাজার) [331, 711, 397, 723]
tender-cell-sl: ১৮ নং [253, 629, 284, 640]
story-body: [প্রথম পৃষ্ঠার পর] নগরীর কোর্ট হিল এলাকায় একটি বাড়ির সামনে দুর্বৃত্তরা তাঁর ওপর হামলা চালায়। তাঁকে উদ্ধার করে হাসপাতালে নিয়ে যাওয়া হয়। পুলিশ জানিয়েছে, ঘটনার তদন্ত চলছে এবং জড়িতদের খুঁজে বের করতে অভিযান অব্যাহত রয়েছে। স্থানীয় লোকজন জানান, মোটরসাইকেলে আসা দুই যুবক ধারালো অস্ত্র নিয়ে হামলা করে দ্রুত পালিয়ে যায়। এ ঘটনায় এলাকায় আতঙ্ক ছড়িয়ে পড়েছে। সংশ্লিষ্ট থানার ভারপ্রাপ্ত কর্মকর্তা বলেন, অপরাধীদের শনাক্তে কাজ চলছে এবং শিগগিরই তাদের আইনের আওতায় আনা হবে। আদালত সূত্রে জানা গেছে, মামলার পরবর্তী শুনানির দিন ধার্য করা হয়েছে। সংসদে সংবিধান সংশোধন বিল সর্বসম্মতিক্রমে পাস হয়েছে। স্থলসীমান্ত চুক্তি বাস্তবায়নের ফলে দুই দেশের ছিটমহলবাসীর দীর্ঘদিনের প্রত্যাশা পূরণ হতে চলেছে। ট্যানারি শিল্প স্থানান্তরের বিষয়ে মন্ত্রণালয় নির্দেশনা দিয়েছে এবং নির্ধারিত সময়ের মধ্যে কারখানাগুলো সরিয়ে নেওয়ার কথা বলা হয়েছে। [8, 446, 186, 507]
tender-cell-sl: ১৯ নং [253, 639, 284, 650]
biman-signer: উপ-মহাব্যবস্থাপক (প্রকিউরমেন্ট) [110, 937, 181, 943]
story-body: [প্রথম পৃষ্ঠার পর] নগরীর কোর্ট হিল এলাকায় একটি বাড়ির সামনে দুর্বৃত্তরা তাঁর ওপর হামলা চালায়। তাঁকে উদ্ধার করে হাসপাতালে নিয়ে যাওয়া হয়। পুলিশ জানিয়েছে, ঘটনার তদন্ত চলছে এবং জড়িতদের খুঁজে বের করতে অভিযান অব্যাহত রয়েছে। স্থানীয় লোকজন জানান, মোটরসাইকেলে আসা দুই যুবক ধারালো অস্ত্র নিয়ে হামলা করে দ্রুত পালিয়ে যায়। এ ঘটনায় এলাকায় আতঙ্ক ছড়িয়ে পড়েছে। সংশ্লিষ্ট থানার ভারপ্রাপ্ত কর্মকর্তা বলেন, অপরাধীদের শনাক্তে কাজ চলছে এবং শিগগিরই তাদের আইনের আওতায় আনা হবে। আদালত সূত্রে জানা গেছে, মামলার পরবর্তী শুনানির দিন ধার্য করা হয়েছে। সংসদে সংবিধান সংশোধন বিল সর্বসম্মতিক্রমে পাস হয়েছে। স্থলসীমান্ত চুক্তি বাস্তবায়নের ফলে দুই দেশের ছিটমহলবাসীর দীর্ঘদিনের প্রত্যাশা পূরণ হতে চলেছে। ট্যানারি শিল্প স্থানান্তরের বিষয়ে মন্ত্রণালয় নির্দেশনা দিয়েছে এবং নির্ধারিত সময়ের মধ্যে কারখানাগুলো সরিয়ে নেওয়ার কথা বলা হয়েছে। [8, 171, 208, 227]
tender-cell-detail: ৩১-০৫-২০১৫ হতে ১১-০৬-২০১৫ দুপুর ১২টা পর্যন্ত [285, 629, 427, 640]
biman-qty: 8,00,000 EA [159, 685, 182, 698]
tender-cell-sl: ০৯ নং [253, 533, 284, 544]
table-row [198, 699, 427, 711]
table-row [198, 449, 427, 460]
tender-cell-sl: ২০ নং [253, 650, 284, 661]
tender-cell-sl: ১৬ নং [253, 608, 284, 619]
col-serial: ক্রমিক নং [253, 438, 284, 449]
top-band [8, 40, 642, 295]
table-row [198, 512, 427, 523]
tender-cell-detail: ২৪-০৫-২০১৫ হতে ০৪-০৬-২০১৫ বিকাল ৩টা পর্যন্ত [285, 481, 427, 492]
story-body: [প্রথম পৃষ্ঠার পর] নগরীর কোর্ট হিল এলাকায় একটি বাড়ির সামনে দুর্বৃত্তরা তাঁর ওপর হামলা চালায়। তাঁকে উদ্ধার করে হাসপাতালে নিয়ে যাওয়া হয়। পুলিশ জানিয়েছে, ঘটনার তদন্ত চলছে এবং জড়িতদের খুঁজে বের করতে অভিযান অব্যাহত রয়েছে। স্থানীয় লোকজন জানান, মোটরসাইকেলে আসা দুই যুবক ধারালো অস্ত্র নিয়ে হামলা করে দ্রুত পালিয়ে যায়। এ ঘটনায় এলাকায় আতঙ্ক ছড়িয়ে পড়েছে। সংশ্লিষ্ট থানার ভারপ্রাপ্ত কর্মকর্তা বলেন, অপরাধীদের শনাক্তে কাজ চলছে এবং শিগগিরই তাদের আইনের আওতায় আনা হবে। আদালত সূত্রে জানা গেছে, মামলার পরবর্তী শুনানির দিন ধার্য করা হয়েছে। সংসদে সংবিধান সংশোধন বিল সর্বসম্মতিক্রমে পাস হয়েছে। স্থলসীমান্ত চুক্তি বাস্তবায়নের ফলে দুই দেশের ছিটমহলবাসীর দীর্ঘদিনের প্রত্যাশা পূরণ হতে চলেছে। ট্যানারি শিল্প স্থানান্তরের বিষয়ে মন্ত্রণালয় নির্দেশনা দিয়েছে এবং নির্ধারিত সময়ের মধ্যে কারখানাগুলো সরিয়ে নেওয়ার কথা বলা হয়েছে। [460, 115, 642, 171]
tender-cell-office [198, 661, 254, 672]
story-col-4 [8, 302, 186, 580]
biman-signature [109, 937, 181, 953]
fee-cell: ১ (এক) লক্ষ টাকা পর্যন্ত [216, 687, 331, 699]
